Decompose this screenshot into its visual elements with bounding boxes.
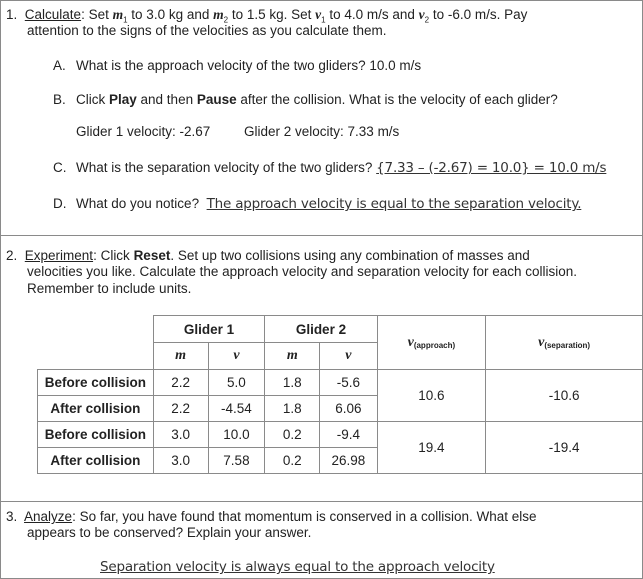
q3-number: 3.: [6, 509, 18, 524]
v-approach-header: [377, 316, 486, 370]
cell-m2: 1.8: [265, 396, 320, 422]
cell-m2: 0.2: [265, 448, 320, 474]
q1-b-part: and then: [136, 92, 197, 107]
play-label: Play: [109, 92, 137, 107]
row-label: After collision: [38, 396, 154, 422]
q1-c-answer: {7.33 – (-2.67) = 10.0} = 10.0 m/s: [376, 160, 607, 176]
q3-answer: Separation velocity is always equal to the approach velocity: [100, 559, 495, 575]
q2-line3: Remember to include units.: [27, 281, 192, 296]
var-sub: 1: [321, 15, 326, 25]
cell-m2: 1.8: [265, 370, 320, 396]
q2-lead: Experiment: [24, 248, 94, 263]
q1-c-text: [76, 160, 606, 176]
collision2-separation: -19.4: [486, 422, 643, 474]
q3-lead: Analyze: [24, 509, 73, 524]
q2-text: . Set up two collisions using any combination of masses and: [170, 248, 530, 263]
v-separation-subscript: (separation): [544, 341, 591, 350]
q1-a-text: What is the approach velocity of the two gliders? 10.0 m/s: [76, 58, 422, 73]
q1-lead: Calculate: [24, 7, 82, 22]
var-v2: v: [418, 7, 425, 22]
collision1-approach: 10.6: [377, 370, 486, 422]
cell-m2: 0.2: [265, 422, 320, 448]
q1-d-label: D.: [53, 196, 67, 211]
q1-d-question: What do you notice?: [76, 196, 200, 211]
section-divider: [0, 235, 643, 236]
row-label: Before collision: [38, 422, 154, 448]
cell-m1: 2.2: [153, 396, 208, 422]
cell-v2: -5.6: [320, 370, 377, 396]
var-sub: 1: [123, 15, 128, 25]
collision-data-table: [37, 315, 643, 474]
cell-v2: 6.06: [320, 396, 377, 422]
q1-text: to 4.0 m/s and: [325, 7, 419, 22]
q3-line2: appears to be conserved? Explain your answer.: [27, 525, 312, 540]
col-v2: v: [320, 343, 377, 370]
q3-line1: [6, 509, 537, 525]
glider1-velocity: Glider 1 velocity: -2.67: [76, 124, 211, 139]
q1-b-part: after the collision. What is the velocity of each glider?: [236, 92, 558, 107]
cell-v1: 10.0: [208, 422, 265, 448]
var-m1: m: [112, 7, 124, 22]
table-row: [38, 422, 643, 448]
q1-line2: attention to the signs of the velocities as you calculate them.: [27, 23, 387, 38]
cell-v1: -4.54: [208, 396, 265, 422]
q2-text: : Click: [93, 248, 134, 263]
glider2-header: Glider 2: [265, 316, 377, 343]
table-corner: [38, 316, 154, 343]
table-corner: [38, 343, 154, 370]
cell-m1: 3.0: [153, 448, 208, 474]
var-sub: 2: [223, 15, 229, 25]
col-m1: m: [153, 343, 208, 370]
cell-m1: 2.2: [153, 370, 208, 396]
collision1-separation: -10.6: [486, 370, 643, 422]
glider1-header: Glider 1: [153, 316, 265, 343]
q1-b-text: [76, 92, 558, 108]
v-symbol: v: [538, 335, 545, 350]
cell-m1: 3.0: [153, 422, 208, 448]
col-m2: m: [265, 343, 320, 370]
var-v1: v: [315, 7, 322, 22]
reset-label: Reset: [133, 248, 171, 263]
row-label: After collision: [38, 448, 154, 474]
cell-v2: -9.4: [320, 422, 377, 448]
collision2-approach: 19.4: [377, 422, 486, 474]
q1-b-part: Click: [76, 92, 109, 107]
v-separation-header: [486, 316, 643, 370]
q1-a-label: A.: [53, 58, 66, 73]
q3-text: : So far, you have found that momentum is conserved in a collision. What else: [72, 509, 537, 524]
q1-number: 1.: [6, 7, 18, 22]
q2-line1: [6, 248, 530, 264]
var-sub: 2: [424, 15, 430, 25]
q1-text: to 3.0 kg and: [127, 7, 214, 22]
cell-v1: 7.58: [208, 448, 265, 474]
cell-v1: 5.0: [208, 370, 265, 396]
cell-v2: 26.98: [320, 448, 377, 474]
q1-c-label: C.: [53, 160, 67, 175]
q1-text: to -6.0 m/s. Pay: [429, 7, 528, 22]
q1-b-label: B.: [53, 92, 66, 107]
row-label: Before collision: [38, 370, 154, 396]
q1-d-answer: The approach velocity is equal to the separation velocity.: [206, 196, 582, 212]
table-row: [38, 370, 643, 396]
q1-c-question: What is the separation velocity of the two gliders?: [76, 160, 373, 175]
pause-label: Pause: [196, 92, 237, 107]
q2-number: 2.: [6, 248, 18, 263]
q1-d-text: [76, 196, 581, 212]
var-m2: m: [213, 7, 224, 22]
section-divider: [0, 501, 643, 502]
v-symbol: v: [407, 335, 414, 350]
glider2-velocity: Glider 2 velocity: 7.33 m/s: [244, 124, 400, 139]
v-approach-subscript: (approach): [413, 341, 456, 350]
q1-text: : Set: [81, 7, 113, 22]
col-v1: v: [208, 343, 265, 370]
q2-line2: velocities you like. Calculate the approach velocity and separation velocity for each collision.: [27, 264, 578, 279]
q1-text: to 1.5 kg. Set: [228, 7, 316, 22]
